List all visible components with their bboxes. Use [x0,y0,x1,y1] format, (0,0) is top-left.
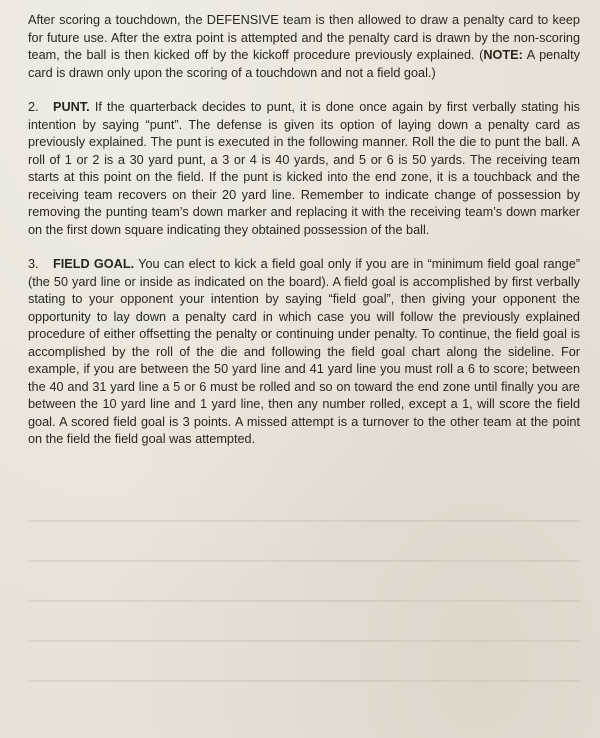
show-through-line [28,560,580,562]
section-heading-punt: PUNT. [53,100,90,114]
note-label: NOTE: [483,48,523,62]
show-through-line [28,520,580,522]
field-goal-section [28,256,580,449]
show-through-line [28,640,580,642]
note-text: A penalty card is drawn only upon the scoring of a touchdown and not a field goal.) [28,48,580,80]
show-through-line [28,680,580,682]
rules-text [28,12,580,466]
section-body-field-goal: You can elect to kick a field goal only if you are in “minimum field goal range” (the 50 yard line or inside as indicated on the board). A field goal is accomplished by first verbally stating to your opponent your intention by saying “field goal”, then giving your opponent the opportunity to lay down a penalty card in which case you will follow the previously explained procedure of either offsetting the penalty or continuing under penalty. To continue, the field goal is accomplished by the roll of the die and following the field goal chart along the sideline. For example, if you are between the 50 yard line and 41 yard line you must roll a 6 to score; between the 40 and 31 yard line a 5 or 6 must be rolled and so on toward the end zone until finally you are between the 10 yard line and 1 yard line, then any number rolled, except a 1, will score the field goal. A scored field goal is 3 points. A missed attempt is a turnover to the other team at the point on the field the field goal was attempted. [28,257,580,446]
punt-section [28,99,580,239]
section-body-punt: If the quarterback decides to punt, it is done once again by first verbally stating his intention by saying “punt”. The defense is given its option of laying down a penalty card as previously explained. The punt is executed in the following manner. Roll the die to punt the ball. A roll of 1 or 2 is a 30 yard punt, a 3 or 4 is 40 yards, and 5 or 6 is 50 yards. The receiving team starts at this point on the field. If the punt is kicked into the end zone, it is a touchback and the receiving team recovers on their 20 yard line. Remember to indicate change of possession by removing the punting team’s down marker and replacing it with the receiving team’s down marker on the first down square indicating they obtained possession of the ball. [28,100,580,237]
intro-paragraph [28,12,580,82]
section-number: 3. [28,257,39,271]
section-heading-field-goal: FIELD GOAL. [53,257,135,271]
note-open: ( [479,48,484,62]
show-through-line [28,600,580,602]
intro-text: After scoring a touchdown, the DEFENSIVE team is then allowed to draw a penalty card to keep for future use. After the extra point is attempted and the penalty card is drawn by the non-scoring team, the ball is then kicked off by the kickoff procedure previously explained. [28,13,580,62]
section-number: 2. [28,100,39,114]
